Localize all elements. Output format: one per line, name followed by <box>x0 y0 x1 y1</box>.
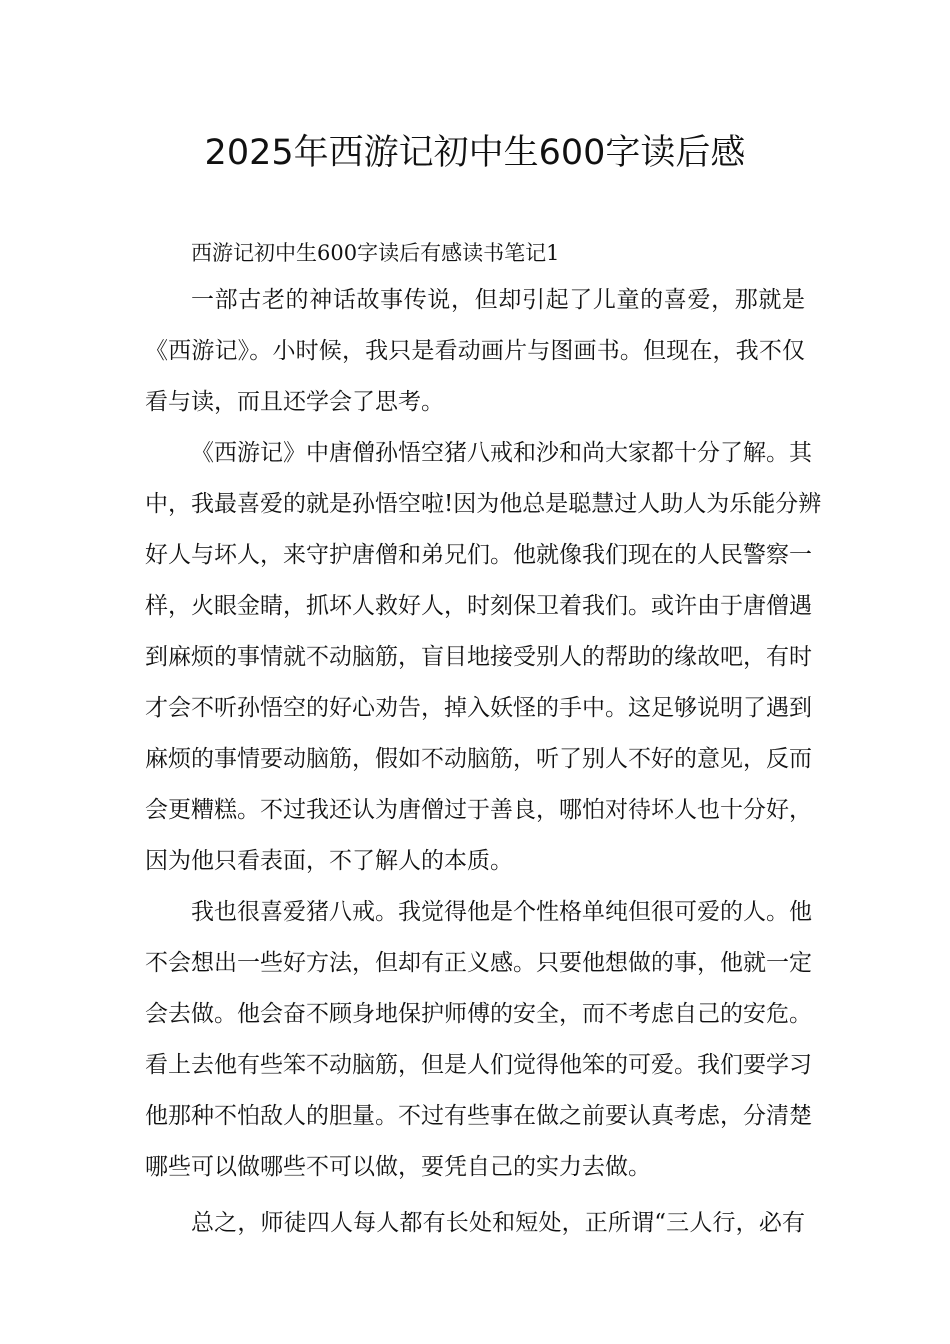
paragraph-line: 麻烦的事情要动脑筋，假如不动脑筋，听了别人不好的意见，反而 <box>145 746 812 772</box>
document-title: 2025年西游记初中生600字读后感 <box>204 133 746 173</box>
paragraph-line: 看上去他有些笨不动脑筋，但是人们觉得他笨的可爱。我们要学习 <box>145 1052 812 1078</box>
paragraph-line: 好人与坏人，来守护唐僧和弟兄们。他就像我们现在的人民警察一 <box>145 542 812 568</box>
paragraph-line: 才会不听孙悟空的好心劝告，掉入妖怪的手中。这足够说明了遇到 <box>145 695 812 721</box>
paragraph-line: 因为他只看表面，不了解人的本质。 <box>145 848 513 874</box>
paragraph-line: 到麻烦的事情就不动脑筋，盲目地接受别人的帮助的缘故吧，有时 <box>145 644 812 670</box>
paragraph-line: 会更糟糕。不过我还认为唐僧过于善良，哪怕对待坏人也十分好， <box>145 797 812 823</box>
paragraph-line: 样，火眼金睛，抓坏人救好人，时刻保卫着我们。或许由于唐僧遇 <box>145 593 812 619</box>
paragraph-line: 看与读，而且还学会了思考。 <box>145 389 444 415</box>
paragraph-line: 他那种不怕敌人的胆量。不过有些事在做之前要认真考虑，分清楚 <box>145 1103 812 1129</box>
paragraph-line: 哪些可以做哪些不可以做，要凭自己的实力去做。 <box>145 1154 651 1180</box>
paragraph-line: 我也很喜爱猪八戒。我觉得他是个性格单纯但很可爱的人。他 <box>191 899 812 925</box>
paragraph-line: 《西游记》中唐僧孙悟空猪八戒和沙和尚大家都十分了解。其 <box>191 440 812 466</box>
paragraph-line: 不会想出一些好方法，但却有正义感。只要他想做的事，他就一定 <box>145 950 812 976</box>
paragraph-line: 会去做。他会奋不顾身地保护师傅的安全，而不考虑自己的安危。 <box>145 1001 812 1027</box>
paragraph-line: 《西游记》。小时候，我只是看动画片与图画书。但现在，我不仅 <box>145 338 805 364</box>
paragraph-line: 中，我最喜爱的就是孙悟空啦!因为他总是聪慧过人助人为乐能分辨 <box>145 491 822 517</box>
paragraph-line: 总之，师徒四人每人都有长处和短处，正所谓“三人行，必有 <box>191 1210 805 1236</box>
paragraph-line: 一部古老的神话故事传说，但却引起了儿童的喜爱，那就是 <box>191 287 805 313</box>
document-subtitle: 西游记初中生600字读后有感读书笔记1 <box>191 241 560 265</box>
